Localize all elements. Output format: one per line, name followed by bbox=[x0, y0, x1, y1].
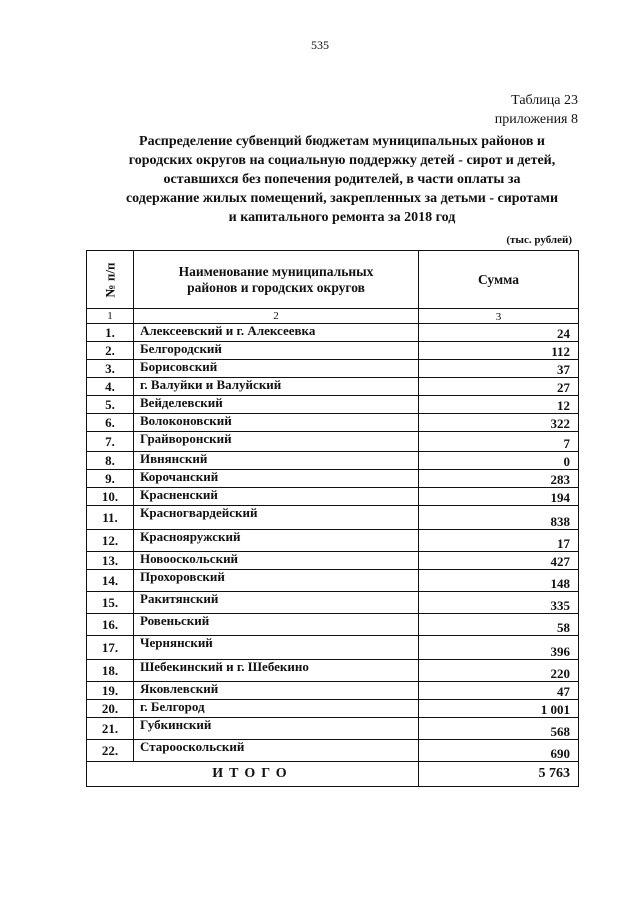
title-line: оставшихся без попечения родителей, в части оплаты за bbox=[163, 172, 521, 187]
row-number: 13. bbox=[87, 552, 134, 570]
row-sum: 27 bbox=[419, 378, 579, 396]
row-number: 6. bbox=[87, 414, 134, 432]
row-number: 18. bbox=[87, 660, 134, 682]
header-num-label: № п/п bbox=[102, 262, 117, 297]
row-sum: 568 bbox=[419, 718, 579, 740]
table-row bbox=[87, 740, 579, 762]
header-name-line1: Наименование муниципальных bbox=[178, 263, 374, 279]
district-name: Краснояружский bbox=[134, 530, 419, 552]
table-row bbox=[87, 506, 579, 530]
row-sum: 1 001 bbox=[419, 700, 579, 718]
row-number: 11. bbox=[87, 506, 134, 530]
row-sum: 220 bbox=[419, 660, 579, 682]
district-name: г. Валуйки и Валуйский bbox=[134, 378, 419, 396]
district-name: Грайворонский bbox=[134, 432, 419, 452]
district-name: Новооскольский bbox=[134, 552, 419, 570]
row-sum: 194 bbox=[419, 488, 579, 506]
district-name: Старооскольский bbox=[134, 740, 419, 762]
table-row bbox=[87, 530, 579, 552]
title-line: и капитального ремонта за 2018 год bbox=[228, 210, 456, 225]
row-number: 3. bbox=[87, 360, 134, 378]
district-name: Корочанский bbox=[134, 470, 419, 488]
row-number: 22. bbox=[87, 740, 134, 762]
table-row bbox=[87, 342, 579, 360]
row-number: 12. bbox=[87, 530, 134, 552]
row-sum: 24 bbox=[419, 324, 579, 342]
title-line: Распределение субвенций бюджетам муниципальных районов и bbox=[139, 134, 545, 149]
table-row bbox=[87, 396, 579, 414]
table-row bbox=[87, 324, 579, 342]
total-sum: 5 763 bbox=[419, 762, 579, 787]
row-number: 21. bbox=[87, 718, 134, 740]
total-row bbox=[87, 762, 579, 787]
page-number: 535 bbox=[311, 38, 329, 52]
column-index-row bbox=[87, 309, 579, 324]
table-row bbox=[87, 452, 579, 470]
row-sum: 283 bbox=[419, 470, 579, 488]
table-row bbox=[87, 360, 579, 378]
district-name: Шебекинский и г. Шебекино bbox=[134, 660, 419, 682]
subsidy-table bbox=[86, 250, 579, 787]
row-number: 4. bbox=[87, 378, 134, 396]
row-number: 20. bbox=[87, 700, 134, 718]
table-row bbox=[87, 432, 579, 452]
row-number: 17. bbox=[87, 636, 134, 660]
total-label: ИТОГО bbox=[87, 762, 419, 787]
row-sum: 37 bbox=[419, 360, 579, 378]
district-name: Красненский bbox=[134, 488, 419, 506]
header-name bbox=[134, 251, 419, 309]
row-sum: 0 bbox=[419, 452, 579, 470]
column-index: 3 bbox=[419, 309, 579, 324]
row-sum: 322 bbox=[419, 414, 579, 432]
column-index: 1 bbox=[87, 309, 134, 324]
table-row bbox=[87, 378, 579, 396]
table-row bbox=[87, 718, 579, 740]
row-sum: 690 bbox=[419, 740, 579, 762]
row-number: 8. bbox=[87, 452, 134, 470]
header-row bbox=[87, 251, 579, 309]
district-name: Губкинский bbox=[134, 718, 419, 740]
row-sum: 335 bbox=[419, 592, 579, 614]
units-label: (тыс. рублей) bbox=[506, 234, 572, 246]
row-number: 14. bbox=[87, 570, 134, 592]
district-name: Ивнянский bbox=[134, 452, 419, 470]
table-row bbox=[87, 470, 579, 488]
table-row bbox=[87, 636, 579, 660]
row-sum: 47 bbox=[419, 682, 579, 700]
title-line: городских округов на социальную поддержку детей - сирот и детей, bbox=[128, 153, 556, 168]
row-number: 10. bbox=[87, 488, 134, 506]
title-line: содержание жилых помещений, закрепленных за детьми - сиротами bbox=[125, 191, 559, 206]
row-number: 2. bbox=[87, 342, 134, 360]
district-name: Прохоровский bbox=[134, 570, 419, 592]
row-sum: 396 bbox=[419, 636, 579, 660]
district-name: г. Белгород bbox=[134, 700, 419, 718]
table-caption: Таблица 23 bbox=[511, 93, 578, 108]
header-name-line2: районов и городских округов bbox=[187, 279, 365, 295]
table-row bbox=[87, 570, 579, 592]
table-row bbox=[87, 700, 579, 718]
table-row bbox=[87, 592, 579, 614]
row-sum: 427 bbox=[419, 552, 579, 570]
row-sum: 58 bbox=[419, 614, 579, 636]
district-name: Красногвардейский bbox=[134, 506, 419, 530]
row-number: 7. bbox=[87, 432, 134, 452]
column-index: 2 bbox=[134, 309, 419, 324]
district-name: Вейделевский bbox=[134, 396, 419, 414]
district-name: Волоконовский bbox=[134, 414, 419, 432]
district-name: Ровеньский bbox=[134, 614, 419, 636]
row-sum: 838 bbox=[419, 506, 579, 530]
row-sum: 112 bbox=[419, 342, 579, 360]
appendix-caption: приложения 8 bbox=[494, 112, 578, 127]
row-sum: 17 bbox=[419, 530, 579, 552]
row-number: 1. bbox=[87, 324, 134, 342]
row-number: 19. bbox=[87, 682, 134, 700]
district-name: Борисовский bbox=[134, 360, 419, 378]
row-number: 5. bbox=[87, 396, 134, 414]
table-row bbox=[87, 682, 579, 700]
header-sum: Сумма bbox=[419, 251, 579, 309]
district-name: Белгородский bbox=[134, 342, 419, 360]
row-number: 15. bbox=[87, 592, 134, 614]
table-row bbox=[87, 552, 579, 570]
district-name: Ракитянский bbox=[134, 592, 419, 614]
district-name: Яковлевский bbox=[134, 682, 419, 700]
row-sum: 7 bbox=[419, 432, 579, 452]
header-num bbox=[87, 251, 134, 309]
row-number: 9. bbox=[87, 470, 134, 488]
table-row bbox=[87, 488, 579, 506]
table-row bbox=[87, 660, 579, 682]
table-row bbox=[87, 414, 579, 432]
document-title bbox=[98, 132, 586, 227]
row-sum: 148 bbox=[419, 570, 579, 592]
row-sum: 12 bbox=[419, 396, 579, 414]
row-number: 16. bbox=[87, 614, 134, 636]
district-name: Алексеевский и г. Алексеевка bbox=[134, 324, 419, 342]
district-name: Чернянский bbox=[134, 636, 419, 660]
table-row bbox=[87, 614, 579, 636]
